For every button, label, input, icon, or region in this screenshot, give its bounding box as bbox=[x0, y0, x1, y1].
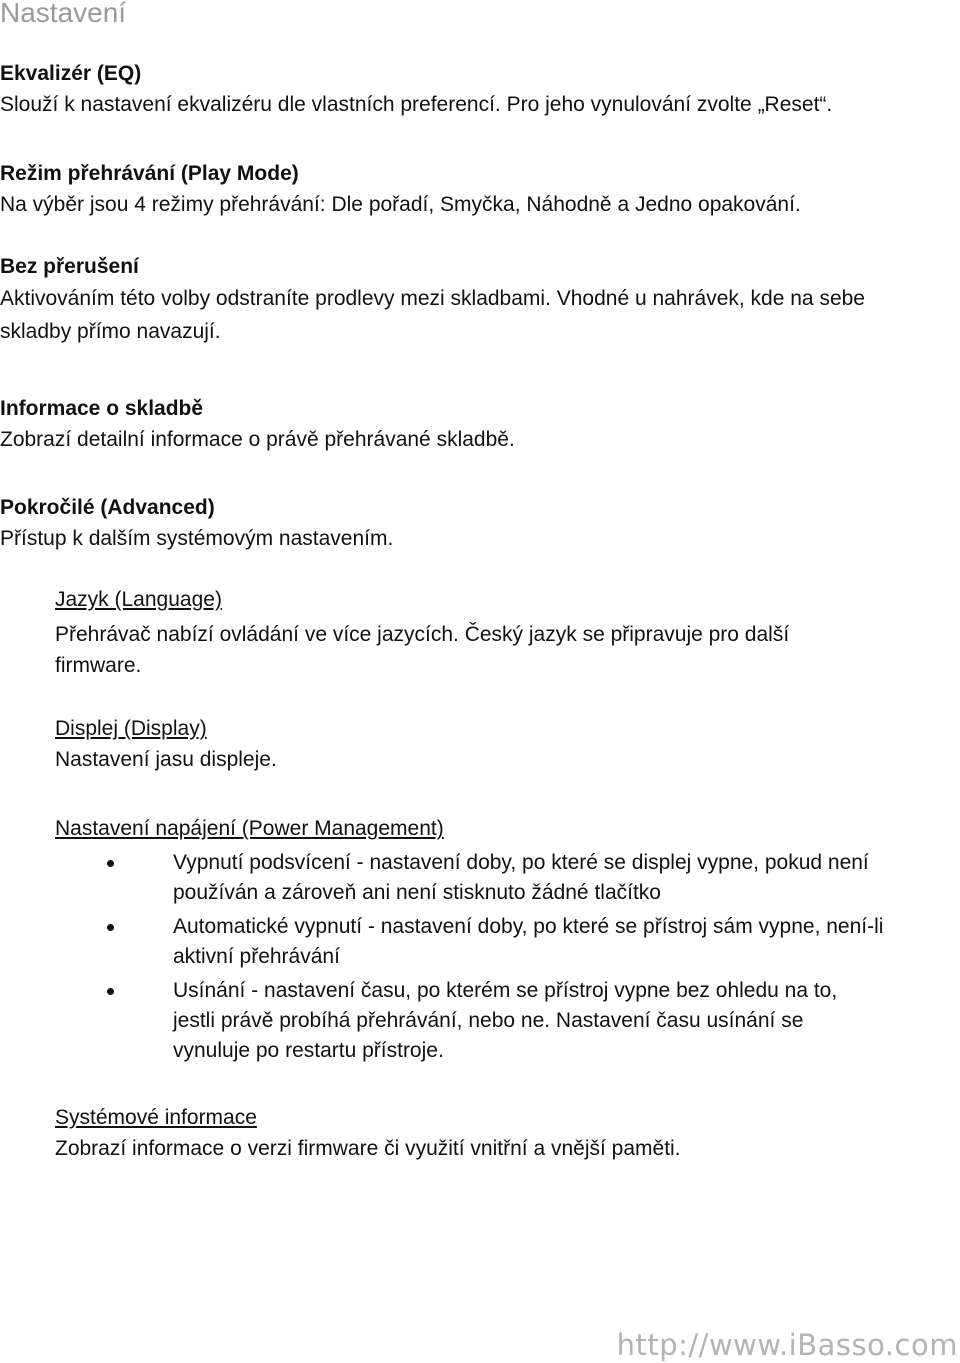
section-heading: Ekvalizér (EQ) bbox=[0, 62, 142, 85]
list-item-text: Usínání - nastavení času, po kterém se přístroj vypne bez ohledu na to, jestli právě probíhá přehrávání, nebo ne. Nastavení času usínání se vynuluje po restartu přístroje. bbox=[173, 979, 838, 1062]
section-track-info bbox=[0, 393, 940, 455]
subsection-heading: Jazyk (Language) bbox=[55, 588, 222, 611]
section-heading: Režim přehrávání (Play Mode) bbox=[0, 162, 299, 185]
list-item bbox=[55, 976, 885, 1066]
list-item-text: Vypnutí podsvícení - nastavení doby, po které se displej vypne, pokud není používán a zároveň ani není stisknuto žádné tlačítko bbox=[173, 851, 869, 904]
section-text: Slouží k nastavení ekvalizéru dle vlastních preferencí. Pro jeho vynulování zvolte „Reset“. bbox=[0, 93, 833, 116]
subsection-language bbox=[55, 584, 855, 681]
section-text: Zobrazí detailní informace o právě přehrávané skladbě. bbox=[0, 428, 515, 451]
section-gapless bbox=[0, 251, 890, 348]
subsection-power bbox=[55, 813, 935, 844]
bullet-icon bbox=[107, 860, 114, 867]
subsection-heading: Nastavení napájení (Power Management) bbox=[55, 817, 444, 840]
subsection-display bbox=[55, 713, 935, 775]
subsection-heading: Systémové informace bbox=[55, 1106, 257, 1129]
subsection-system-info bbox=[55, 1102, 935, 1164]
subsection-heading: Displej (Display) bbox=[55, 717, 207, 740]
section-heading: Pokročilé (Advanced) bbox=[0, 496, 215, 519]
list-item bbox=[55, 912, 885, 972]
website-watermark: http://www.iBasso.com bbox=[616, 1328, 958, 1362]
section-play-mode bbox=[0, 158, 940, 220]
page-title: Nastavení bbox=[0, 0, 127, 28]
section-equalizer bbox=[0, 58, 940, 120]
subsection-text: Přehrávač nabízí ovládání ve více jazycích. Český jazyk se připravuje pro další firmware. bbox=[55, 623, 790, 677]
section-text: Přístup k dalším systémovým nastavením. bbox=[0, 527, 394, 550]
list-item-text: Automatické vypnutí - nastavení doby, po které se přístroj sám vypne, není-li aktivní přehrávání bbox=[173, 915, 884, 968]
bullet-icon bbox=[107, 924, 114, 931]
section-heading: Informace o skladbě bbox=[0, 397, 204, 420]
section-text: Aktivováním této volby odstraníte prodlevy mezi skladbami. Vhodné u nahrávek, kde na sebe skladby přímo navazují. bbox=[0, 287, 865, 343]
bullet-icon bbox=[107, 988, 114, 995]
subsection-text: Nastavení jasu displeje. bbox=[55, 748, 277, 771]
power-options-list bbox=[55, 848, 885, 1066]
section-advanced bbox=[0, 492, 940, 554]
section-heading: Bez přerušení bbox=[0, 255, 139, 278]
subsection-text: Zobrazí informace o verzi firmware či využití vnitřní a vnější paměti. bbox=[55, 1137, 681, 1160]
list-item bbox=[55, 848, 885, 908]
section-text: Na výběr jsou 4 režimy přehrávání: Dle pořadí, Smyčka, Náhodně a Jedno opakování. bbox=[0, 193, 801, 216]
